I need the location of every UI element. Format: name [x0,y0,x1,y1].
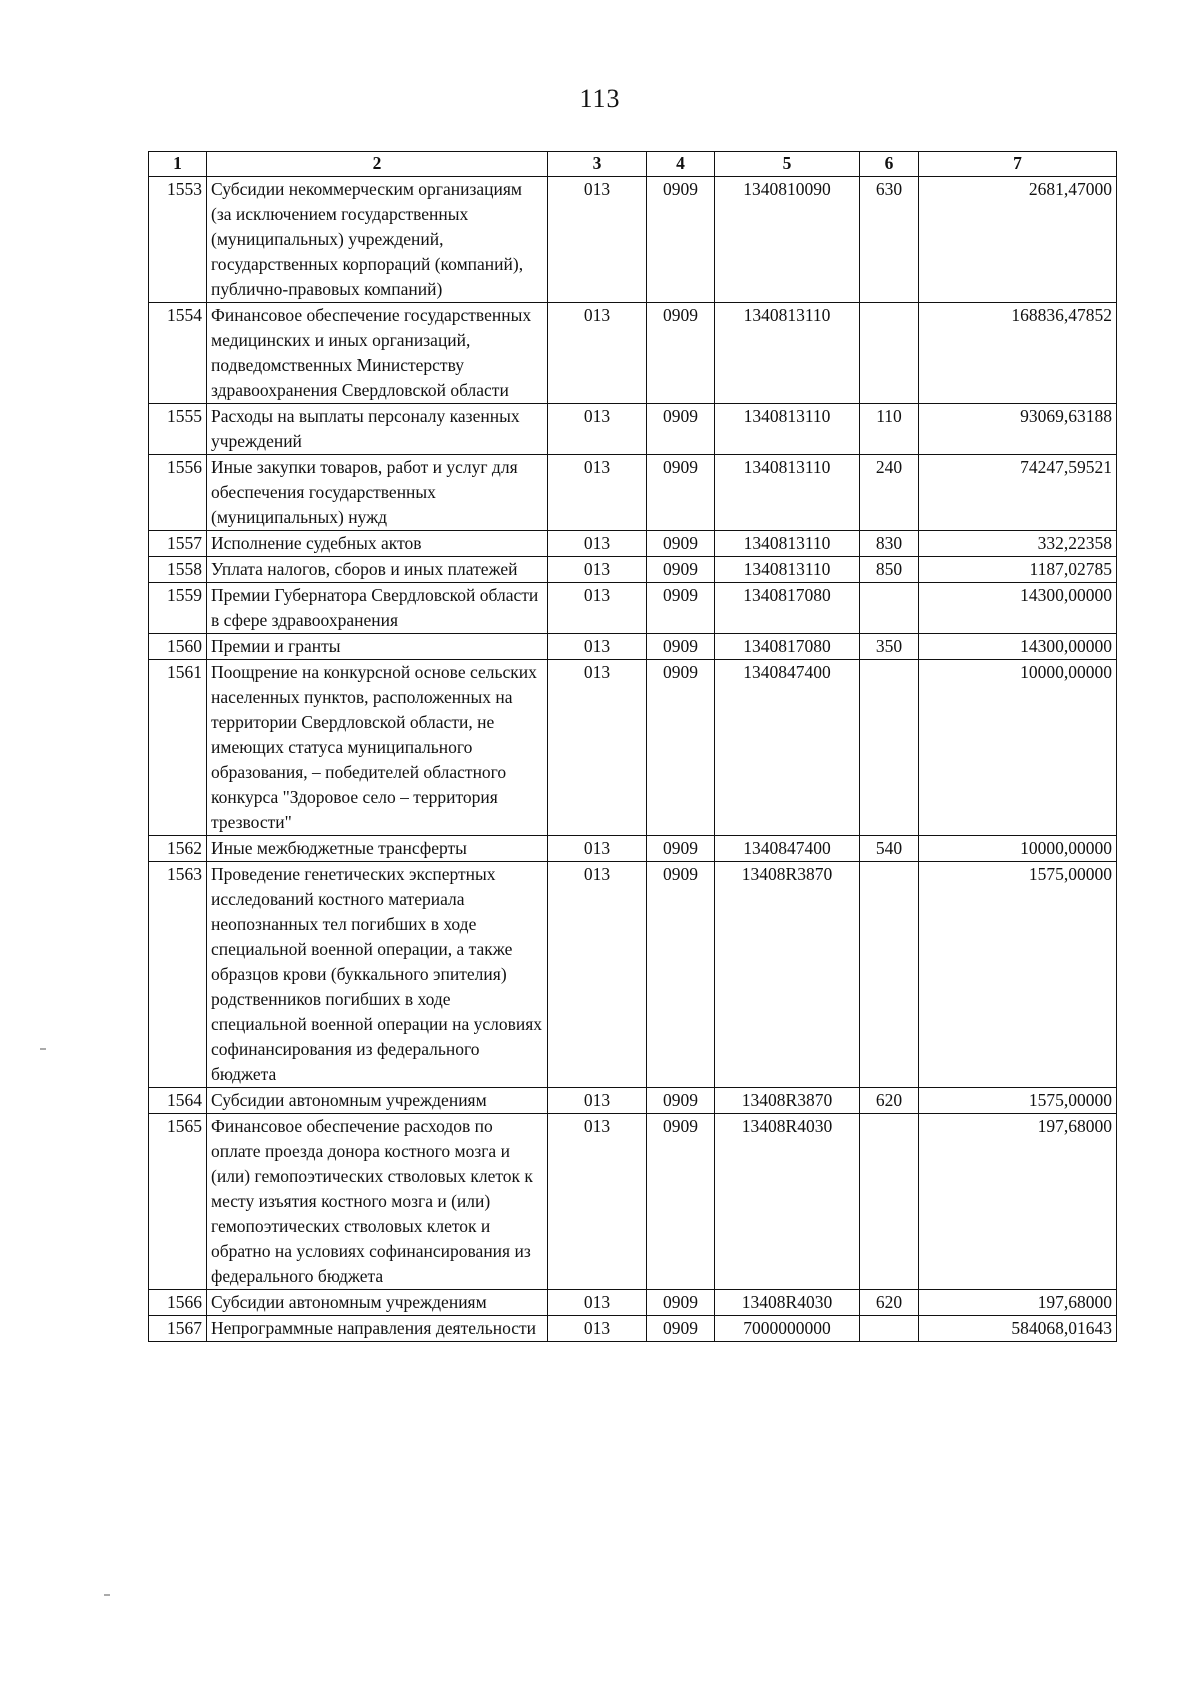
table-row [149,1290,1117,1316]
code-6-cell: 620 [860,1088,919,1114]
code-6-cell: 110 [860,404,919,455]
row-number-cell: 1553 [149,177,207,303]
table-row [149,660,1117,836]
code-5-cell: 1340817080 [715,634,860,660]
header-row [149,152,1117,177]
row-number-cell: 1567 [149,1316,207,1342]
code-3-cell: 013 [548,404,647,455]
code-4-cell: 0909 [647,836,715,862]
table-row [149,1316,1117,1342]
amount-cell: 14300,00000 [919,634,1117,660]
header-cell: 5 [715,152,860,177]
row-name-cell: Финансовое обеспечение государственных медицинских и иных организаций, подведомственных Министерству здравоохранения Свердловской области [207,303,548,404]
code-5-cell: 1340847400 [715,836,860,862]
code-4-cell: 0909 [647,177,715,303]
code-4-cell: 0909 [647,862,715,1088]
row-name-cell: Расходы на выплаты персоналу казенных учреждений [207,404,548,455]
row-name-cell: Премии Губернатора Свердловской области в сфере здравоохранения [207,583,548,634]
code-5-cell: 1340813110 [715,404,860,455]
amount-cell: 14300,00000 [919,583,1117,634]
header-cell: 6 [860,152,919,177]
amount-cell: 93069,63188 [919,404,1117,455]
code-4-cell: 0909 [647,634,715,660]
amount-cell: 1575,00000 [919,862,1117,1088]
table-row [149,583,1117,634]
row-number-cell: 1557 [149,531,207,557]
row-name-cell: Поощрение на конкурсной основе сельских населенных пунктов, расположенных на территории Свердловской области, не имеющих статуса муниципального образования, – победителей областного конкурса "Здоровое село – территория трезвости" [207,660,548,836]
code-3-cell: 013 [548,583,647,634]
code-6-cell [860,303,919,404]
scan-mark [104,1594,110,1596]
amount-cell: 168836,47852 [919,303,1117,404]
row-name-cell: Иные межбюджетные трансферты [207,836,548,862]
code-3-cell: 013 [548,660,647,836]
code-6-cell: 830 [860,531,919,557]
row-name-cell: Финансовое обеспечение расходов по оплате проезда донора костного мозга и (или) гемопоэтических стволовых клеток к месту изъятия костного мозга и (или) гемопоэтических стволовых клеток и обратно на условиях софинансирования из федерального бюджета [207,1114,548,1290]
code-5-cell: 1340847400 [715,660,860,836]
page-number: 113 [579,84,621,113]
table-row [149,177,1117,303]
code-3-cell: 013 [548,1316,647,1342]
table-row [149,557,1117,583]
table-row [149,862,1117,1088]
row-name-cell: Субсидии некоммерческим организациям (за исключением государственных (муниципальных) учреждений, государственных корпораций (компаний), публично-правовых компаний) [207,177,548,303]
header-cell: 1 [149,152,207,177]
amount-cell: 10000,00000 [919,836,1117,862]
code-5-cell: 1340813110 [715,303,860,404]
scan-mark [40,1048,46,1050]
code-5-cell: 13408R4030 [715,1114,860,1290]
amount-cell: 1187,02785 [919,557,1117,583]
code-6-cell: 850 [860,557,919,583]
row-name-cell: Исполнение судебных актов [207,531,548,557]
row-name-cell: Непрограммные направления деятельности [207,1316,548,1342]
amount-cell: 332,22358 [919,531,1117,557]
row-number-cell: 1555 [149,404,207,455]
row-number-cell: 1556 [149,455,207,531]
row-number-cell: 1565 [149,1114,207,1290]
row-name-cell: Иные закупки товаров, работ и услуг для обеспечения государственных (муниципальных) нужд [207,455,548,531]
row-name-cell: Субсидии автономным учреждениям [207,1088,548,1114]
table-row [149,404,1117,455]
table-row [149,1088,1117,1114]
code-4-cell: 0909 [647,1114,715,1290]
row-number-cell: 1554 [149,303,207,404]
code-4-cell: 0909 [647,531,715,557]
code-5-cell: 13408R4030 [715,1290,860,1316]
code-5-cell: 1340813110 [715,531,860,557]
code-5-cell: 1340810090 [715,177,860,303]
code-6-cell: 630 [860,177,919,303]
amount-cell: 584068,01643 [919,1316,1117,1342]
amount-cell: 1575,00000 [919,1088,1117,1114]
amount-cell: 10000,00000 [919,660,1117,836]
code-4-cell: 0909 [647,660,715,836]
code-4-cell: 0909 [647,1088,715,1114]
table-row [149,455,1117,531]
code-6-cell: 620 [860,1290,919,1316]
row-number-cell: 1561 [149,660,207,836]
code-5-cell: 1340813110 [715,455,860,531]
header-cell: 3 [548,152,647,177]
budget-table [148,151,1117,1342]
code-4-cell: 0909 [647,404,715,455]
code-3-cell: 013 [548,455,647,531]
amount-cell: 197,68000 [919,1290,1117,1316]
code-3-cell: 013 [548,862,647,1088]
code-3-cell: 013 [548,836,647,862]
code-4-cell: 0909 [647,455,715,531]
table-row [149,634,1117,660]
table-row [149,1114,1117,1290]
row-number-cell: 1558 [149,557,207,583]
header-cell: 7 [919,152,1117,177]
row-name-cell: Проведение генетических экспертных исследований костного материала неопознанных тел погибших в ходе специальной военной операции, а также образцов крови (буккального эпителия) родственников погибших в ходе специальной военной операции на условиях софинансирования из федерального бюджета [207,862,548,1088]
code-3-cell: 013 [548,1114,647,1290]
code-3-cell: 013 [548,1290,647,1316]
table-row [149,836,1117,862]
row-number-cell: 1559 [149,583,207,634]
code-5-cell: 1340813110 [715,557,860,583]
code-6-cell [860,862,919,1088]
code-3-cell: 013 [548,634,647,660]
code-3-cell: 013 [548,303,647,404]
row-number-cell: 1562 [149,836,207,862]
code-4-cell: 0909 [647,303,715,404]
code-6-cell [860,1114,919,1290]
row-number-cell: 1566 [149,1290,207,1316]
code-3-cell: 013 [548,1088,647,1114]
header-cell: 4 [647,152,715,177]
code-3-cell: 013 [548,531,647,557]
code-6-cell [860,660,919,836]
code-6-cell [860,1316,919,1342]
row-number-cell: 1563 [149,862,207,1088]
row-name-cell: Субсидии автономным учреждениям [207,1290,548,1316]
table-row [149,531,1117,557]
code-5-cell: 13408R3870 [715,1088,860,1114]
row-number-cell: 1564 [149,1088,207,1114]
code-4-cell: 0909 [647,583,715,634]
amount-cell: 74247,59521 [919,455,1117,531]
code-6-cell: 350 [860,634,919,660]
amount-cell: 2681,47000 [919,177,1117,303]
table-row [149,303,1117,404]
code-6-cell: 540 [860,836,919,862]
code-5-cell: 1340817080 [715,583,860,634]
code-6-cell [860,583,919,634]
code-3-cell: 013 [548,557,647,583]
code-5-cell: 7000000000 [715,1316,860,1342]
code-6-cell: 240 [860,455,919,531]
code-5-cell: 13408R3870 [715,862,860,1088]
row-name-cell: Премии и гранты [207,634,548,660]
header-cell: 2 [207,152,548,177]
row-name-cell: Уплата налогов, сборов и иных платежей [207,557,548,583]
code-4-cell: 0909 [647,557,715,583]
code-4-cell: 0909 [647,1290,715,1316]
code-3-cell: 013 [548,177,647,303]
amount-cell: 197,68000 [919,1114,1117,1290]
code-4-cell: 0909 [647,1316,715,1342]
row-number-cell: 1560 [149,634,207,660]
